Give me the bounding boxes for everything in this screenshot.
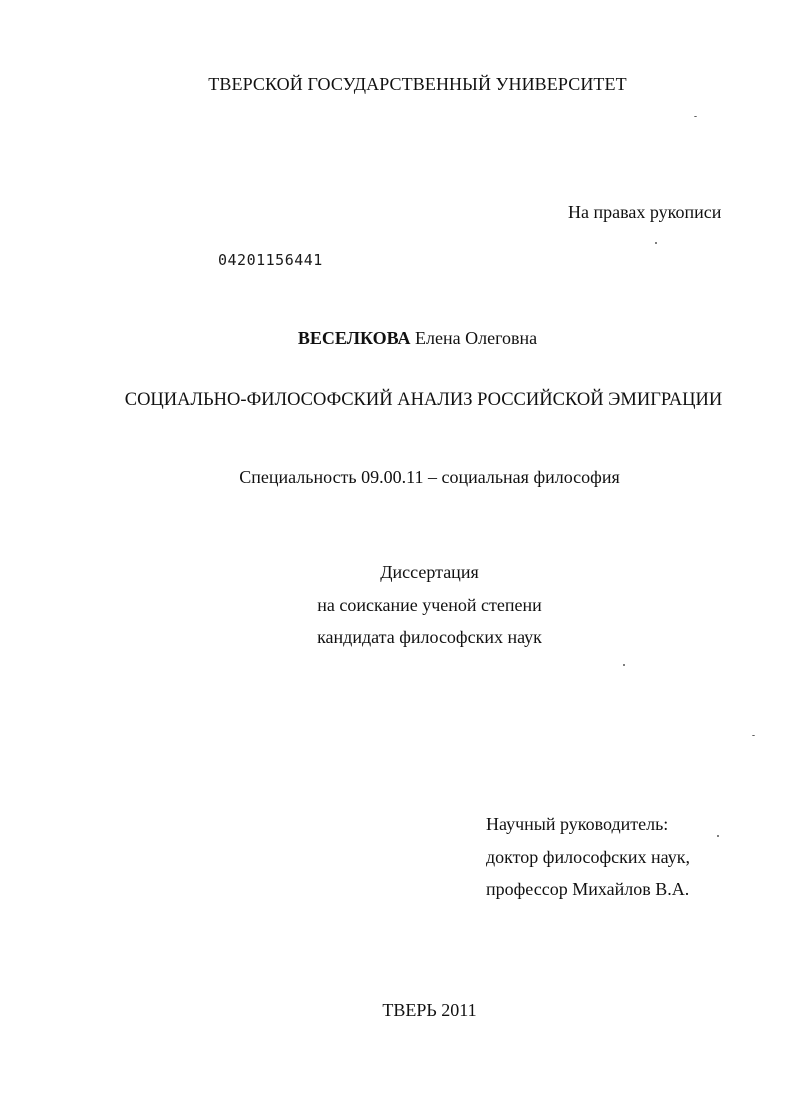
author-line <box>18 327 799 349</box>
scan-speck <box>717 835 719 837</box>
university-name: ТВЕРСКОЙ ГОСУДАРСТВЕННЫЙ УНИВЕРСИТЕТ <box>208 74 627 94</box>
advisor-degree: доктор философских наук, <box>486 847 690 867</box>
thesis-title: СОЦИАЛЬНО-ФИЛОСОФСКИЙ АНАЛИЗ РОССИЙСКОЙ ЭМИГРАЦИИ <box>124 390 723 410</box>
archive-number: 04201156441 <box>218 251 323 269</box>
dissertation-label: Диссертация <box>380 562 479 582</box>
advisor-name: профессор Михайлов В.А. <box>486 879 690 899</box>
specialty-line: Специальность 09.00.11 – социальная философия <box>239 467 620 487</box>
scan-speck <box>694 116 697 117</box>
dissertation-field-line: кандидата философских наук <box>317 627 542 647</box>
author-surname: ВЕСЕЛКОВА <box>297 328 411 348</box>
scan-speck <box>655 242 657 244</box>
manuscript-note: На правах рукописи <box>568 202 722 222</box>
scan-speck <box>752 735 755 736</box>
advisor-label: Научный руководитель: <box>486 814 669 834</box>
author-given-names: Елена Олеговна <box>415 328 538 348</box>
dissertation-degree-line: на соискание ученой степени <box>317 595 542 615</box>
scan-speck <box>623 664 625 666</box>
city-year: ТВЕРЬ 2011 <box>382 1000 477 1020</box>
